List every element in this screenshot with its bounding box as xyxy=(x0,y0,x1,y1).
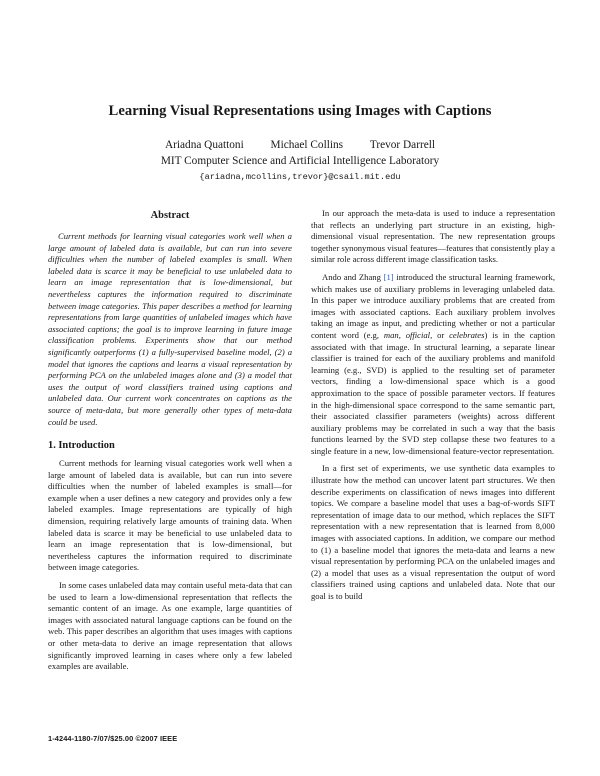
text-run: introduced the structural learning framework, which makes use of auxiliary problems in leveraging unlabeled data. In this paper we introduce auxiliary problems that are created from images with associated captions. Each auxiliary problem involves taking an image as input, and predicting whether or not a particular content word (e.g, xyxy=(311,271,555,340)
paper-title: Learning Visual Representations using Images with Captions xyxy=(108,103,492,119)
text-run: Ando and Zhang xyxy=(322,271,384,282)
text-run: , or xyxy=(430,329,450,340)
author-name: Trevor Darrell xyxy=(369,139,436,151)
author-emails: {ariadna,mcollins,trevor}@csail.mit.edu xyxy=(199,172,401,182)
author-name: Ariadna Quattoni xyxy=(164,139,244,151)
paragraph: In a first set of experiments, we use synthetic data examples to illustrate how the method can uncover latent part structures. We then describe experiments on classification of news images into different topics. We compare a baseline model that uses a bag-of-words SIFT representation of image data to our method, which replaces the SIFT representation with a new representation that is learned from 8,000 images with associated captions. In addition, we compare our method to (1) a baseline model that ignores the meta-data and learns a new visual representation by performing PCA on the unlabeled images and (2) a model that uses as a visual representation the output of word classifiers trained using captions and unlabeled data. Note that our goal is to build xyxy=(311,463,555,601)
text-run: , xyxy=(398,329,406,340)
author-name: Michael Collins xyxy=(270,139,344,151)
paragraph xyxy=(311,272,555,458)
right-column xyxy=(311,208,555,603)
example-word: official xyxy=(405,329,431,340)
abstract-heading: Abstract xyxy=(150,210,190,221)
section-heading-introduction: 1. Introduction xyxy=(48,440,115,452)
text-run: ) is in the caption associated with that image. In structural learning, a separate linear classifier is trained for each of the auxiliary problems and manifold learning (e.g., SVD) is applied to the resulting set of parameter vectors, finding a low-dimensional space which is a good approximation to the space of possible parameter vectors. If features in the high-dimensional space correspond to the same semantic part, their associated classifier parameters (weights) across different auxiliary problems may be correlated in such a way that the basis functions learned by the SVD step collapse these two features to a single feature in a new, low-dimensional feature-vector representation. xyxy=(311,329,556,456)
paragraph: In some cases unlabeled data may contain useful meta-data that can be used to learn a low-dimensional representation that reflects the semantic content of an image. As one example, large quantities of images with associated natural language captions can be found on the web. This paper describes an algorithm that uses images with captions or other meta-data to derive an image representation that allows significantly improved learning in cases where only a few labeled examples are available. xyxy=(48,580,292,672)
author-list xyxy=(0,139,600,151)
copyright-footer: 1-4244-1180-7/07/$25.00 ©2007 IEEE xyxy=(48,734,178,743)
paragraph: Current methods for learning visual categories work well when a large amount of labeled data is available, but can run into severe difficulties when the number of labeled examples is small—for example when a user defines a new category and provides only a few labeled examples. Image representations are typically of high dimension, requiring relatively large amounts of training data. When labeled data is scarce it may be beneficial to use unlabeled data to learn an image representation that is low-dimensional, but nevertheless captures the information required to discriminate between image categories. xyxy=(48,458,292,573)
paragraph: In our approach the meta-data is used to induce a representation that reflects an underlying part structure in an existing, high-dimensional visual representation. The new representation groups together synonymous visual features—features that consistently play a similar role across different image classification tasks. xyxy=(311,208,555,265)
abstract-text: Current methods for learning visual categories work well when a large amount of labeled data is available, but can run into severe difficulties when the number of labeled examples is small. When labeled data is scarce it may be beneficial to use unlabeled data to learn an image representation that is low-dimensional, but nevertheless captures the information required to discriminate between image categories. This paper describes a method for learning representations from large quantities of unlabeled images which have associated captions; the goal is to improve learning in future image classification problems. Experiments show that our method significantly outperforms (1) a fully-supervised baseline model, (2) a model that ignores the captions and learns a visual representation by performing PCA on the unlabeled images alone and (3) a model that uses the output of word classifiers trained using captions and unlabeled data. Our current work concentrates on captions as the source of meta-data, but more generally other types of meta-data could be used. xyxy=(48,231,292,427)
citation-link[interactable]: [1] xyxy=(383,271,394,282)
affiliation: MIT Computer Science and Artificial Intelligence Laboratory xyxy=(160,155,440,167)
example-word: celebrates xyxy=(449,329,485,340)
left-column xyxy=(48,210,292,673)
example-word: man xyxy=(383,329,399,340)
